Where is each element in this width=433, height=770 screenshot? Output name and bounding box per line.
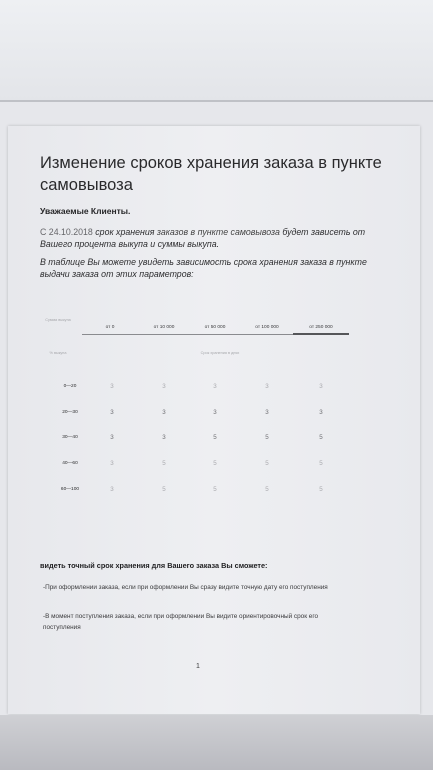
greeting-text: Уважаемые Клиенты. xyxy=(40,206,131,216)
effective-date: С 24.10.2018 xyxy=(40,227,93,237)
floor-area xyxy=(0,715,433,770)
intro-part-2: заказов в пункте самовывоза xyxy=(156,227,280,237)
table-header-rule xyxy=(82,334,138,335)
table-cell: 3 xyxy=(213,409,217,416)
table-cell: 3 xyxy=(110,383,114,390)
table-cell: 3 xyxy=(265,383,269,390)
table-header-rule xyxy=(187,334,243,335)
page-number: 1 xyxy=(196,663,200,670)
table-header-rule xyxy=(293,333,349,335)
table-unit-label: Срок хранения в днях xyxy=(200,351,240,355)
table-column-header: от 100 000 xyxy=(255,325,279,330)
table-cell: 5 xyxy=(319,460,323,467)
table-column-header: от 250 000 xyxy=(309,325,333,330)
table-cell: 5 xyxy=(319,434,323,441)
table-cell: 5 xyxy=(162,460,166,467)
table-cell: 5 xyxy=(265,434,269,441)
table-cell: 3 xyxy=(265,409,269,416)
table-cell: 5 xyxy=(162,486,166,493)
table-row-label: 40—60 xyxy=(62,461,78,466)
table-row-label: 30—40 xyxy=(62,435,78,440)
table-cell: 3 xyxy=(162,409,166,416)
table-cell: 3 xyxy=(213,383,217,390)
table-cell: 5 xyxy=(213,486,217,493)
wall-top-area xyxy=(0,0,433,110)
table-cell: 3 xyxy=(110,460,114,467)
notice-title: Изменение сроков хранения заказа в пункте самовывоза xyxy=(40,154,382,194)
intro-part-3: будет зависеть от xyxy=(282,227,366,237)
intro-part-4: Вашего процента выкупа и суммы выкупа. xyxy=(40,239,220,249)
table-corner-label: Сумма выкупа xyxy=(45,318,71,322)
table-intro-paragraph: В таблице Вы можете увидеть зависимость срока хранения заказа в пункте выдачи заказа от этих параметров: xyxy=(40,257,367,279)
table-row-label: 0—20 xyxy=(63,384,77,389)
intro-paragraph xyxy=(40,226,370,250)
list-item: -В момент поступления заказа, если при оформлении Вы видите ориентировочный срок его поступления xyxy=(43,613,319,631)
intro-part-1: срок хранения xyxy=(95,227,155,237)
list-item: -При оформлении заказа, если при оформлении Вы сразу видите точную дату его поступления xyxy=(43,584,328,591)
table-row-label: 20—30 xyxy=(62,410,78,415)
table-cell: 3 xyxy=(162,383,166,390)
table-cell: 5 xyxy=(265,486,269,493)
table-cell: 3 xyxy=(319,383,323,390)
table-row-label: 60—100 xyxy=(60,487,80,492)
table-cell: 5 xyxy=(265,460,269,467)
table-cell: 3 xyxy=(110,434,114,441)
table-cell: 5 xyxy=(319,486,323,493)
table-cell: 3 xyxy=(319,409,323,416)
table-cell: 3 xyxy=(162,434,166,441)
table-column-header: от 50 000 xyxy=(204,325,226,330)
table-row-header-label: % выкупа xyxy=(49,351,67,355)
table-column-header: от 10 000 xyxy=(153,325,175,330)
table-cell: 5 xyxy=(213,434,217,441)
table-cell: 5 xyxy=(213,460,217,467)
table-header-rule xyxy=(239,334,295,335)
table-header-rule xyxy=(136,334,192,335)
backing-sheet-edge xyxy=(0,100,433,102)
table-cell: 3 xyxy=(110,409,114,416)
subheading: видеть точный срок хранения для Вашего заказа Вы сможете: xyxy=(40,561,268,570)
table-column-header: от 0 xyxy=(105,325,115,330)
table-cell: 3 xyxy=(110,486,114,493)
